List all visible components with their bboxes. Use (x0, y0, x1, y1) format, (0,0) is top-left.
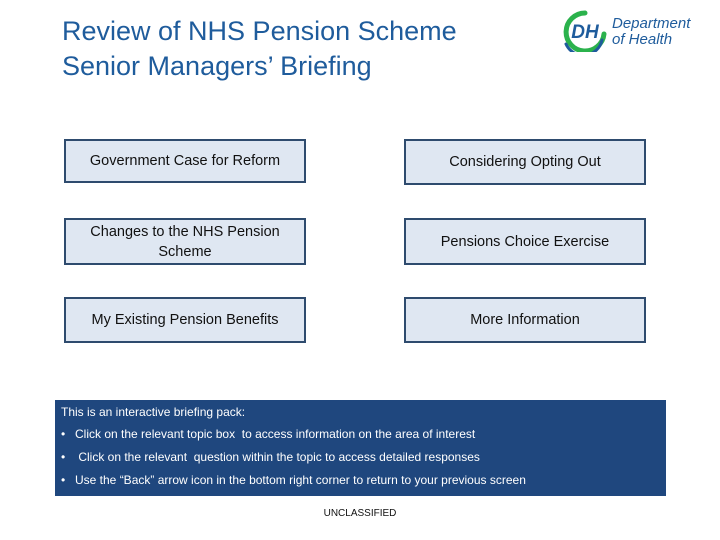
dh-logo-icon (556, 10, 614, 52)
logo-wordmark (612, 16, 690, 48)
instructions-intro: This is an interactive briefing pack: (61, 405, 246, 419)
topic-government-case-button[interactable]: Government Case for Reform (64, 139, 306, 183)
title-line-2: Senior Managers’ Briefing (62, 51, 372, 81)
title-line-1: Review of NHS Pension Scheme (62, 16, 457, 46)
topic-existing-benefits-button[interactable]: My Existing Pension Benefits (64, 297, 306, 343)
topic-changes-button[interactable]: Changes to the NHS Pension Scheme (64, 218, 306, 265)
topic-opting-out-button[interactable]: Considering Opting Out (404, 139, 646, 185)
instructions-panel (55, 400, 666, 496)
topic-choice-exercise-button[interactable]: Pensions Choice Exercise (404, 218, 646, 265)
instruction-item: • Click on the relevant question within the topic to access detailed responses (61, 449, 660, 465)
classification-label: UNCLASSIFIED (323, 508, 397, 519)
department-of-health-logo (556, 10, 716, 56)
slide-title (62, 14, 522, 84)
instruction-item: • Use the “Back” arrow icon in the bottom right corner to return to your previous screen (61, 472, 660, 488)
logo-line-2: of Health (612, 31, 673, 48)
logo-mark-text: DH (571, 22, 599, 43)
topic-more-information-button[interactable]: More Information (404, 297, 646, 343)
logo-line-1: Department (612, 15, 691, 32)
instructions-list (61, 426, 660, 488)
instruction-item: • Click on the relevant topic box to access information on the area of interest (61, 426, 660, 442)
